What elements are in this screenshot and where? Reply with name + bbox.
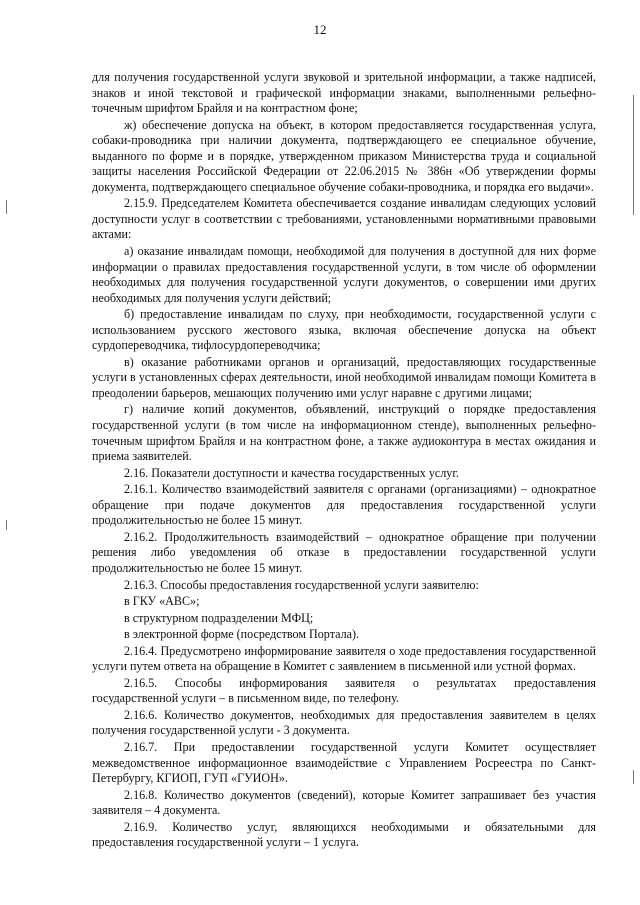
paragraph: 2.16.6. Количество документов, необходимых для предоставления заявителем в целях получения государственной услуги - 3 документа. [92,707,596,738]
paragraph: 2.16.1. Количество взаимодействий заявителя с органами (организациями) – однократное обращение при подаче документов для предоставления государственной услуги продолжительностью не более 15 минут. [92,482,596,528]
paragraph: в структурном подразделении МФЦ; [124,610,314,625]
paragraph: 2.16.4. Предусмотрено информирование заявителя о ходе предоставления государственной услуги путем ответа на обращение в Комитет с заявлением в письменной или устной формах. [92,643,596,674]
paragraph: г) наличие копий документов, объявлений, инструкций о порядке предоставления государственной услуги (в том числе на информационном стенде), выполненных рельефно-точечным шрифтом Брайля и на контрастном фоне, а также аудиоконтура в местах ожидания и приема заявителей. [92,402,596,464]
paragraph: 2.16.3. Способы предоставления государственной услуги заявителю: [124,577,479,592]
paragraph: 2.16. Показатели доступности и качества государственных услуг. [124,465,459,480]
paragraph: в) оказание работниками органов и организаций, предоставляющих государственные услуги в установленных сферах деятельности, иной необходимой инвалидам помощи Комитета в преодолении барьеров, мешающих получению ими услуг наравне с другими лицами; [92,354,596,400]
paragraph: ж) обеспечение допуска на объект, в котором предоставляется государственная услуга, собаки-проводника при наличии документа, подтверждающего ее специальное обучение, выданного по форме и в порядке, утвержденном приказом Министерства труда и социальной защиты населения Российской Федерации от 22.06.2015 № 386н «Об утверждении формы документа, подтверждающего специальное обучение собаки-проводника, и порядка его выдачи». [92,117,596,194]
paragraph: б) предоставление инвалидам по слуху, при необходимости, государственной услуги с использованием русского жестового языка, включая обеспечение допуска на объект сурдопереводчика, тифлосурдопереводчика; [92,307,596,353]
paragraph: в электронной форме (посредством Портала). [124,627,360,642]
paragraph: для получения государственной услуги звуковой и зрительной информации, а также надписей, знаков и иной текстовой и графической информации знаками, выполненными рельефно-точечным шрифтом Брайля и на контрастном фоне; [92,70,596,116]
page-number: 12 [313,22,327,37]
scan-mark [6,200,7,214]
paragraph: 2.16.9. Количество услуг, являющихся необходимыми и обязательными для предоставления государственной услуги – 1 услуга. [92,819,596,850]
paragraph: 2.16.8. Количество документов (сведений), которые Комитет запрашивает без участия заявителя – 4 документа. [92,787,596,818]
paragraph: а) оказание инвалидам помощи, необходимой для получения в доступной для них форме информации о правилах предоставления государственной услуги, в том числе об оформлении необходимых для получения государственной услуги документов, о совершении ими других необходимых для получения услуги действий; [92,244,596,305]
paragraph: 2.16.7. При предоставлении государственной услуги Комитет осуществляет межведомственное информационное взаимодействие с Управлением Росреестра по Санкт-Петербургу, КГИОП, ГУП «ГУИОН». [92,739,596,786]
paragraph: 2.16.2. Продолжительность взаимодействий – однократное обращение при получении решения либо уведомления об отказе в предоставлении государственной услуги продолжительностью не более 15 минут. [92,529,596,575]
paragraph: 2.15.9. Председателем Комитета обеспечивается создание инвалидам следующих условий доступности услуг в соответствии с требованиями, установленными нормативными правовыми актами: [92,196,596,242]
paragraph: 2.16.5. Способы информирования заявителя о результатах предоставления государственной услуги – в письменном виде, по телефону. [92,675,596,706]
scan-mark [633,95,634,215]
paragraph: в ГКУ «АВС»; [124,594,200,609]
document-body [92,70,596,852]
scan-mark [633,770,634,784]
scan-mark [6,520,7,530]
